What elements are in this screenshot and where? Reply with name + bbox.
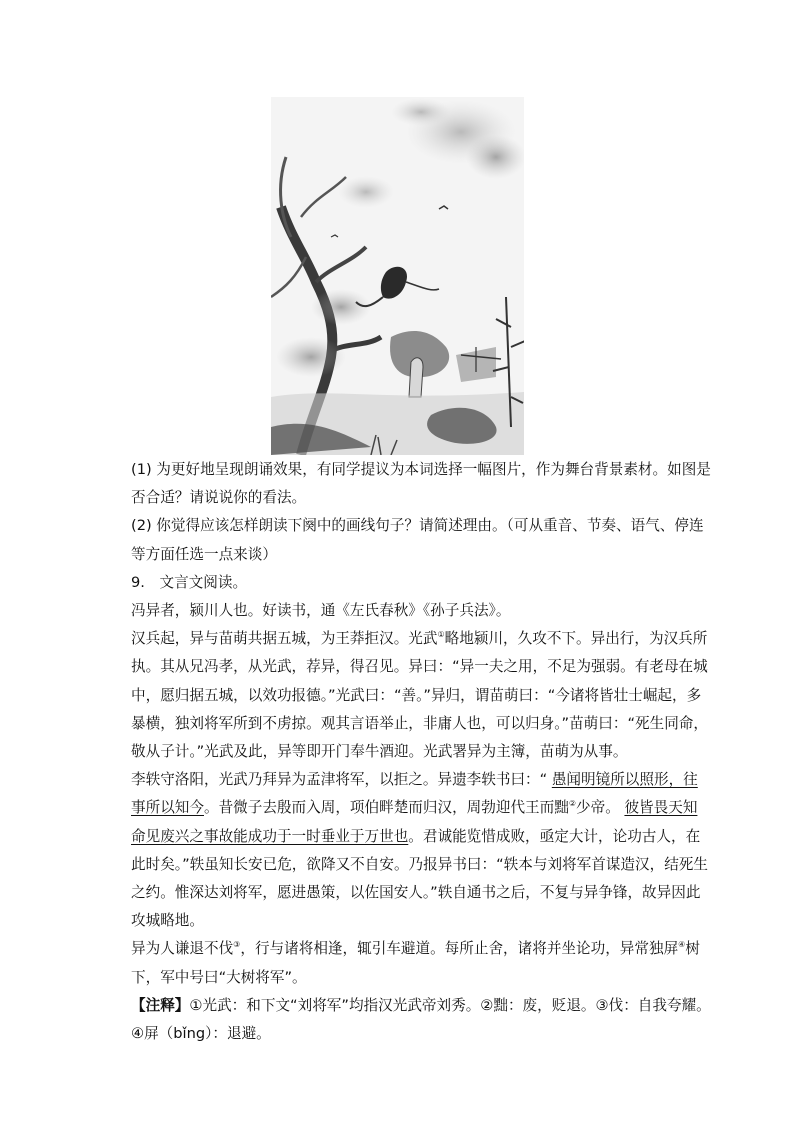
- passage-text: 。君诚能览惜成败，亟定大计，论功古人，在此时矣。”轶虽知长安已危，欲降又不自安。乃报异书曰：“轶本与刘将军首谋造汉，结死生之约。惟深达刘将军，愿进愚策，以佐国安人。”轶自通书之后，不复与异争锋，故异因此攻城略地。: [131, 827, 708, 930]
- question-2: (2) 你觉得应该怎样朗读下阕中的画线句子？请简述理由。（可从重音、节奏、语气、停连等方面任选一点来谈）: [131, 517, 704, 563]
- underlined-sentence: 愚闻明镜所以照形，往事所以知今: [131, 771, 698, 817]
- passage-paragraph-1: 冯异者，颍川人也。好读书，通《左氏春秋》《孙子兵法》。: [131, 602, 511, 620]
- notes: [131, 992, 711, 1048]
- section-heading: 9. 文言文阅读。: [131, 573, 248, 591]
- landscape-painting-icon: [271, 97, 524, 455]
- landscape-painting-image: [271, 97, 524, 455]
- passage-text: 异为人谦退不伐: [131, 940, 234, 958]
- question-1: (1) 为更好地呈现朗诵效果，有同学提议为本词选择一幅图片，作为舞台背景素材。如图是否合适？请说说你的看法。: [131, 461, 711, 507]
- footnote-marker: ④: [678, 940, 686, 950]
- text-body: [131, 456, 711, 1048]
- notes-label: 【注释】: [131, 996, 190, 1014]
- passage-text: 少帝。: [576, 799, 625, 817]
- notes-text: ①光武：和下文“刘将军”均指汉光武帝刘秀。②黜：废，贬退。③伐：自我夸耀。④屏（bǐng）：退避。: [131, 996, 711, 1043]
- footnote-marker: ②: [568, 799, 577, 809]
- passage-text: 略地颍川，久攻不下。异出行，为汉兵所执。其从兄冯孝，从光武，荐异，得召见。异曰：“异一夫之用，不足为强弱。有老母在城中，愿归据五城，以效功报德。”光武曰：“善。”异归，谓苗萌曰：“今诸将皆壮士崛起，多暴横，独刘将军所到不虏掠。观其言语举止，非庸人也，可以归身。”苗萌曰：“死生同命，敬从子计。”光武及此，异等即开门奉牛酒迎。光武署异为主簿，苗萌为从事。: [131, 630, 708, 761]
- footnote-marker: ③: [233, 940, 241, 950]
- passage-paragraph-3: [131, 766, 711, 935]
- passage-text: 汉兵起，异与苗萌共据五城，为王莽拒汉。光武: [131, 630, 438, 648]
- passage-text: 树下，军中号曰“大树将军”。: [131, 940, 700, 986]
- passage-text: ，行与诸将相逢，辄引车避道。每所止舍，诸将并坐论功，异常独屏: [240, 940, 679, 958]
- passage-paragraph-2: [131, 625, 711, 766]
- underlined-sentence: 彼皆畏天知命见废兴之事故能成功于一时垂业于万世也: [131, 799, 698, 845]
- passage-paragraph-4: [131, 935, 711, 991]
- footnote-marker: ①: [437, 630, 445, 640]
- passage-text: 李轶守洛阳，光武乃拜异为孟津将军，以拒之。异遗李轶书曰：“: [131, 771, 552, 789]
- passage-text: 。昔微子去殷而入周，项伯畔楚而归汉，周勃迎代王而黜: [203, 799, 569, 817]
